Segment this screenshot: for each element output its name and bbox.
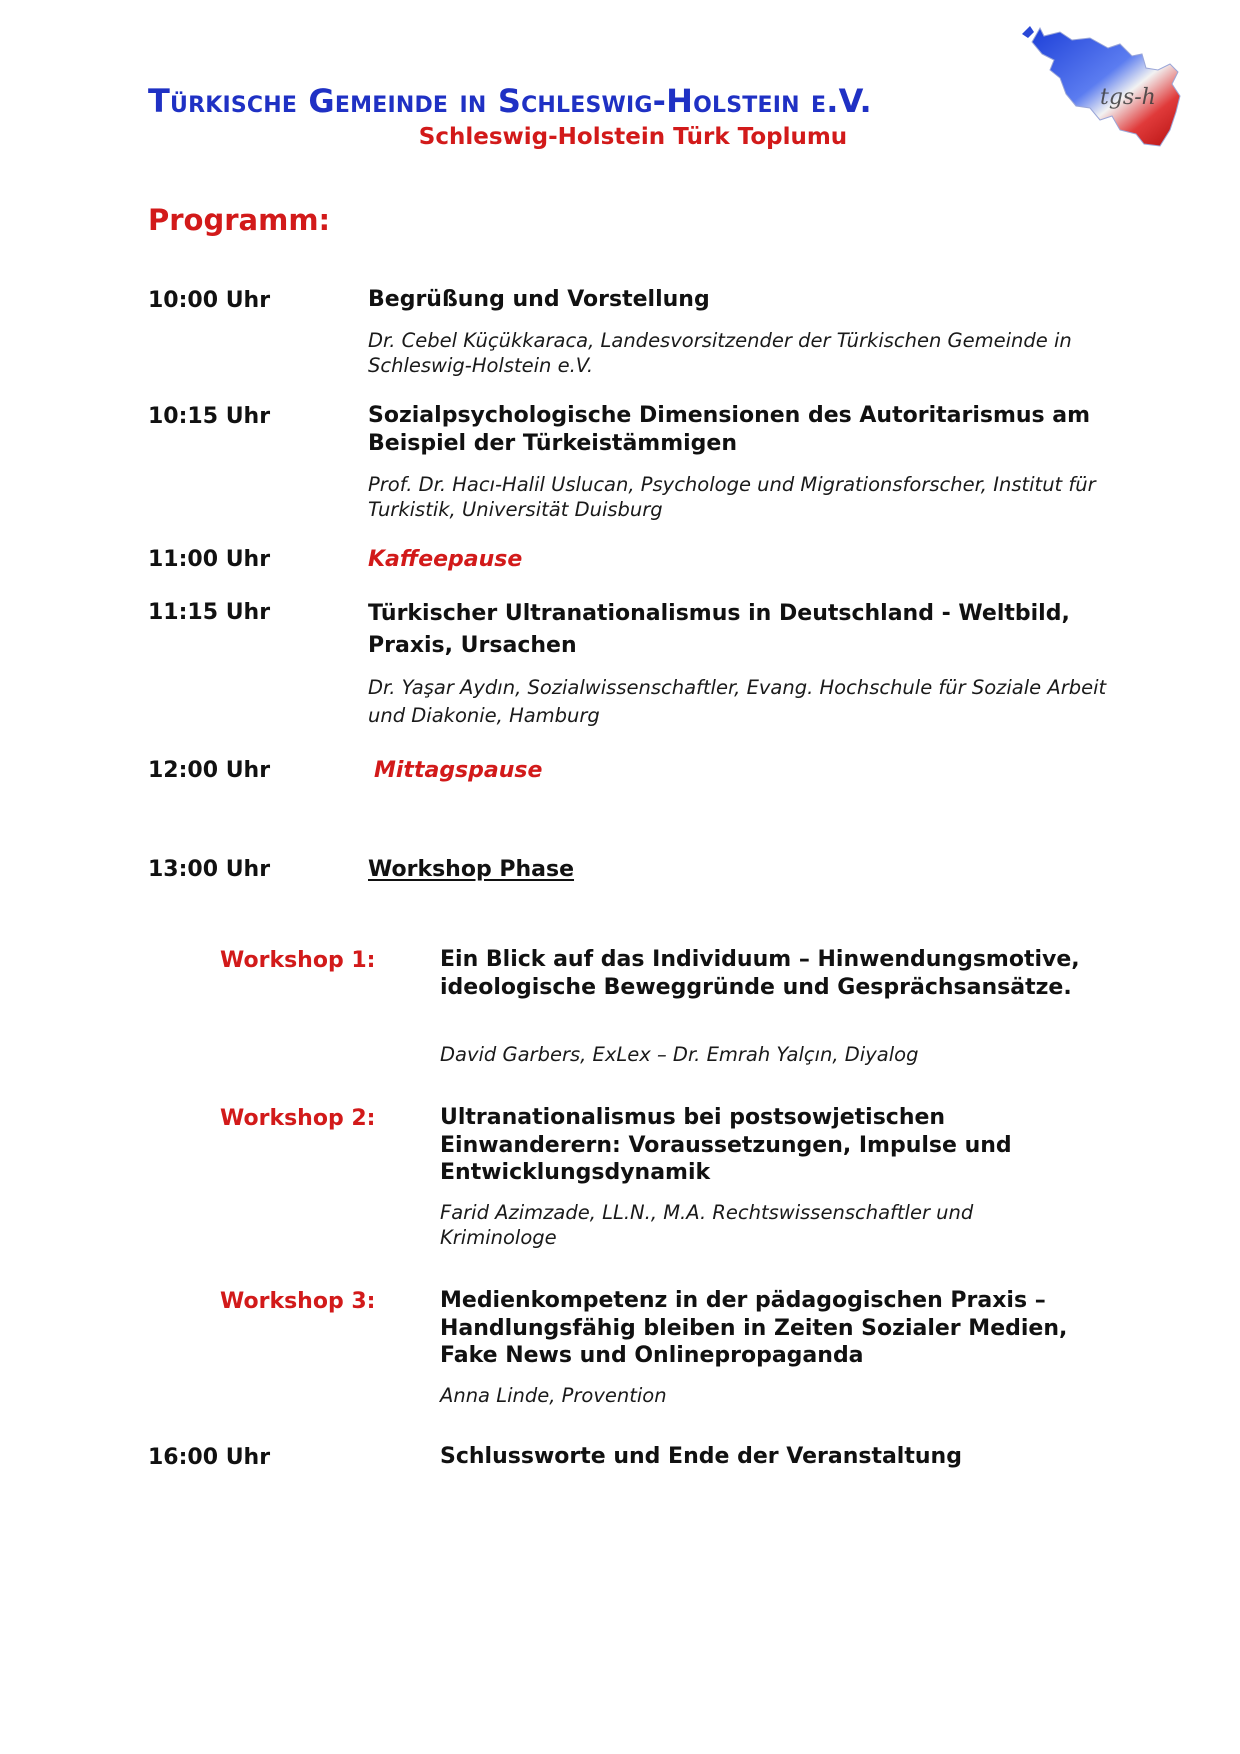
session-speaker: Dr. Cebel Küçükkaraca, Landesvorsitzender der Türkischen Gemeinde in Schleswig-Holstein e.V. [368, 329, 1072, 377]
logo-text: tgs-h [1100, 85, 1156, 110]
workshop-label: Workshop 3: [220, 1289, 376, 1314]
workshop-speaker: Farid Azimzade, LL.N., M.A. Rechtswissenschaftler und Kriminologe [440, 1201, 974, 1249]
workshop-title: Medienkompetenz in der pädagogischen Praxis – Handlungsfähig bleiben in Zeiten Sozialer Medien, Fake News und Onlinepropaganda [440, 1288, 1068, 1368]
organization-logo [1020, 20, 1195, 165]
time-label: 11:00 Uhr [148, 547, 271, 572]
time-label: 10:15 Uhr [148, 404, 271, 429]
lunch-break: Mittagspause [374, 758, 543, 783]
organization-subtitle: Schleswig-Holstein Türk Toplumu [418, 124, 848, 150]
workshop-title: Ultranationalismus bei postsowjetischen Einwanderern: Voraussetzungen, Impulse und Entwicklungsdynamik [440, 1105, 1012, 1185]
time-label: 11:15 Uhr [148, 600, 271, 625]
workshop-label: Workshop 2: [220, 1106, 376, 1131]
session-speaker: Dr. Yaşar Aydın, Sozialwissenschaftler, Evang. Hochschule für Soziale Arbeit und Diakonie, Hamburg [368, 676, 1107, 727]
session-speaker: Prof. Dr. Hacı-Halil Uslucan, Psychologe und Migrationsforscher, Institut für Turkistik, Universität Duisburg [368, 473, 1096, 521]
time-label: 13:00 Uhr [148, 857, 271, 882]
closing-title: Schlussworte und Ende der Veranstaltung [440, 1444, 962, 1469]
workshop-phase-heading: Workshop Phase [368, 857, 575, 882]
session-title: Türkischer Ultranationalismus in Deutschland - Weltbild, Praxis, Ursachen [368, 601, 1070, 658]
workshop-title: Ein Blick auf das Individuum – Hinwendungsmotive, ideologische Beweggründe und Gesprächsansätze. [440, 947, 1080, 1000]
session-title: Begrüßung und Vorstellung [368, 287, 710, 312]
section-title: Programm: [148, 203, 331, 237]
session-title: Sozialpsychologische Dimensionen des Autoritarismus am Beispiel der Türkeistämmigen [368, 403, 1091, 456]
time-label: 12:00 Uhr [148, 758, 271, 783]
organization-title: Türkische Gemeinde in Schleswig-Holstein e.V. [148, 82, 872, 120]
workshop-label: Workshop 1: [220, 948, 376, 973]
coffee-break: Kaffeepause [368, 547, 523, 572]
time-label: 16:00 Uhr [148, 1445, 271, 1470]
workshop-speaker: Anna Linde, Provention [440, 1384, 667, 1407]
workshop-speaker: David Garbers, ExLex – Dr. Emrah Yalçın, Diyalog [440, 1043, 919, 1066]
time-label: 10:00 Uhr [148, 288, 271, 313]
